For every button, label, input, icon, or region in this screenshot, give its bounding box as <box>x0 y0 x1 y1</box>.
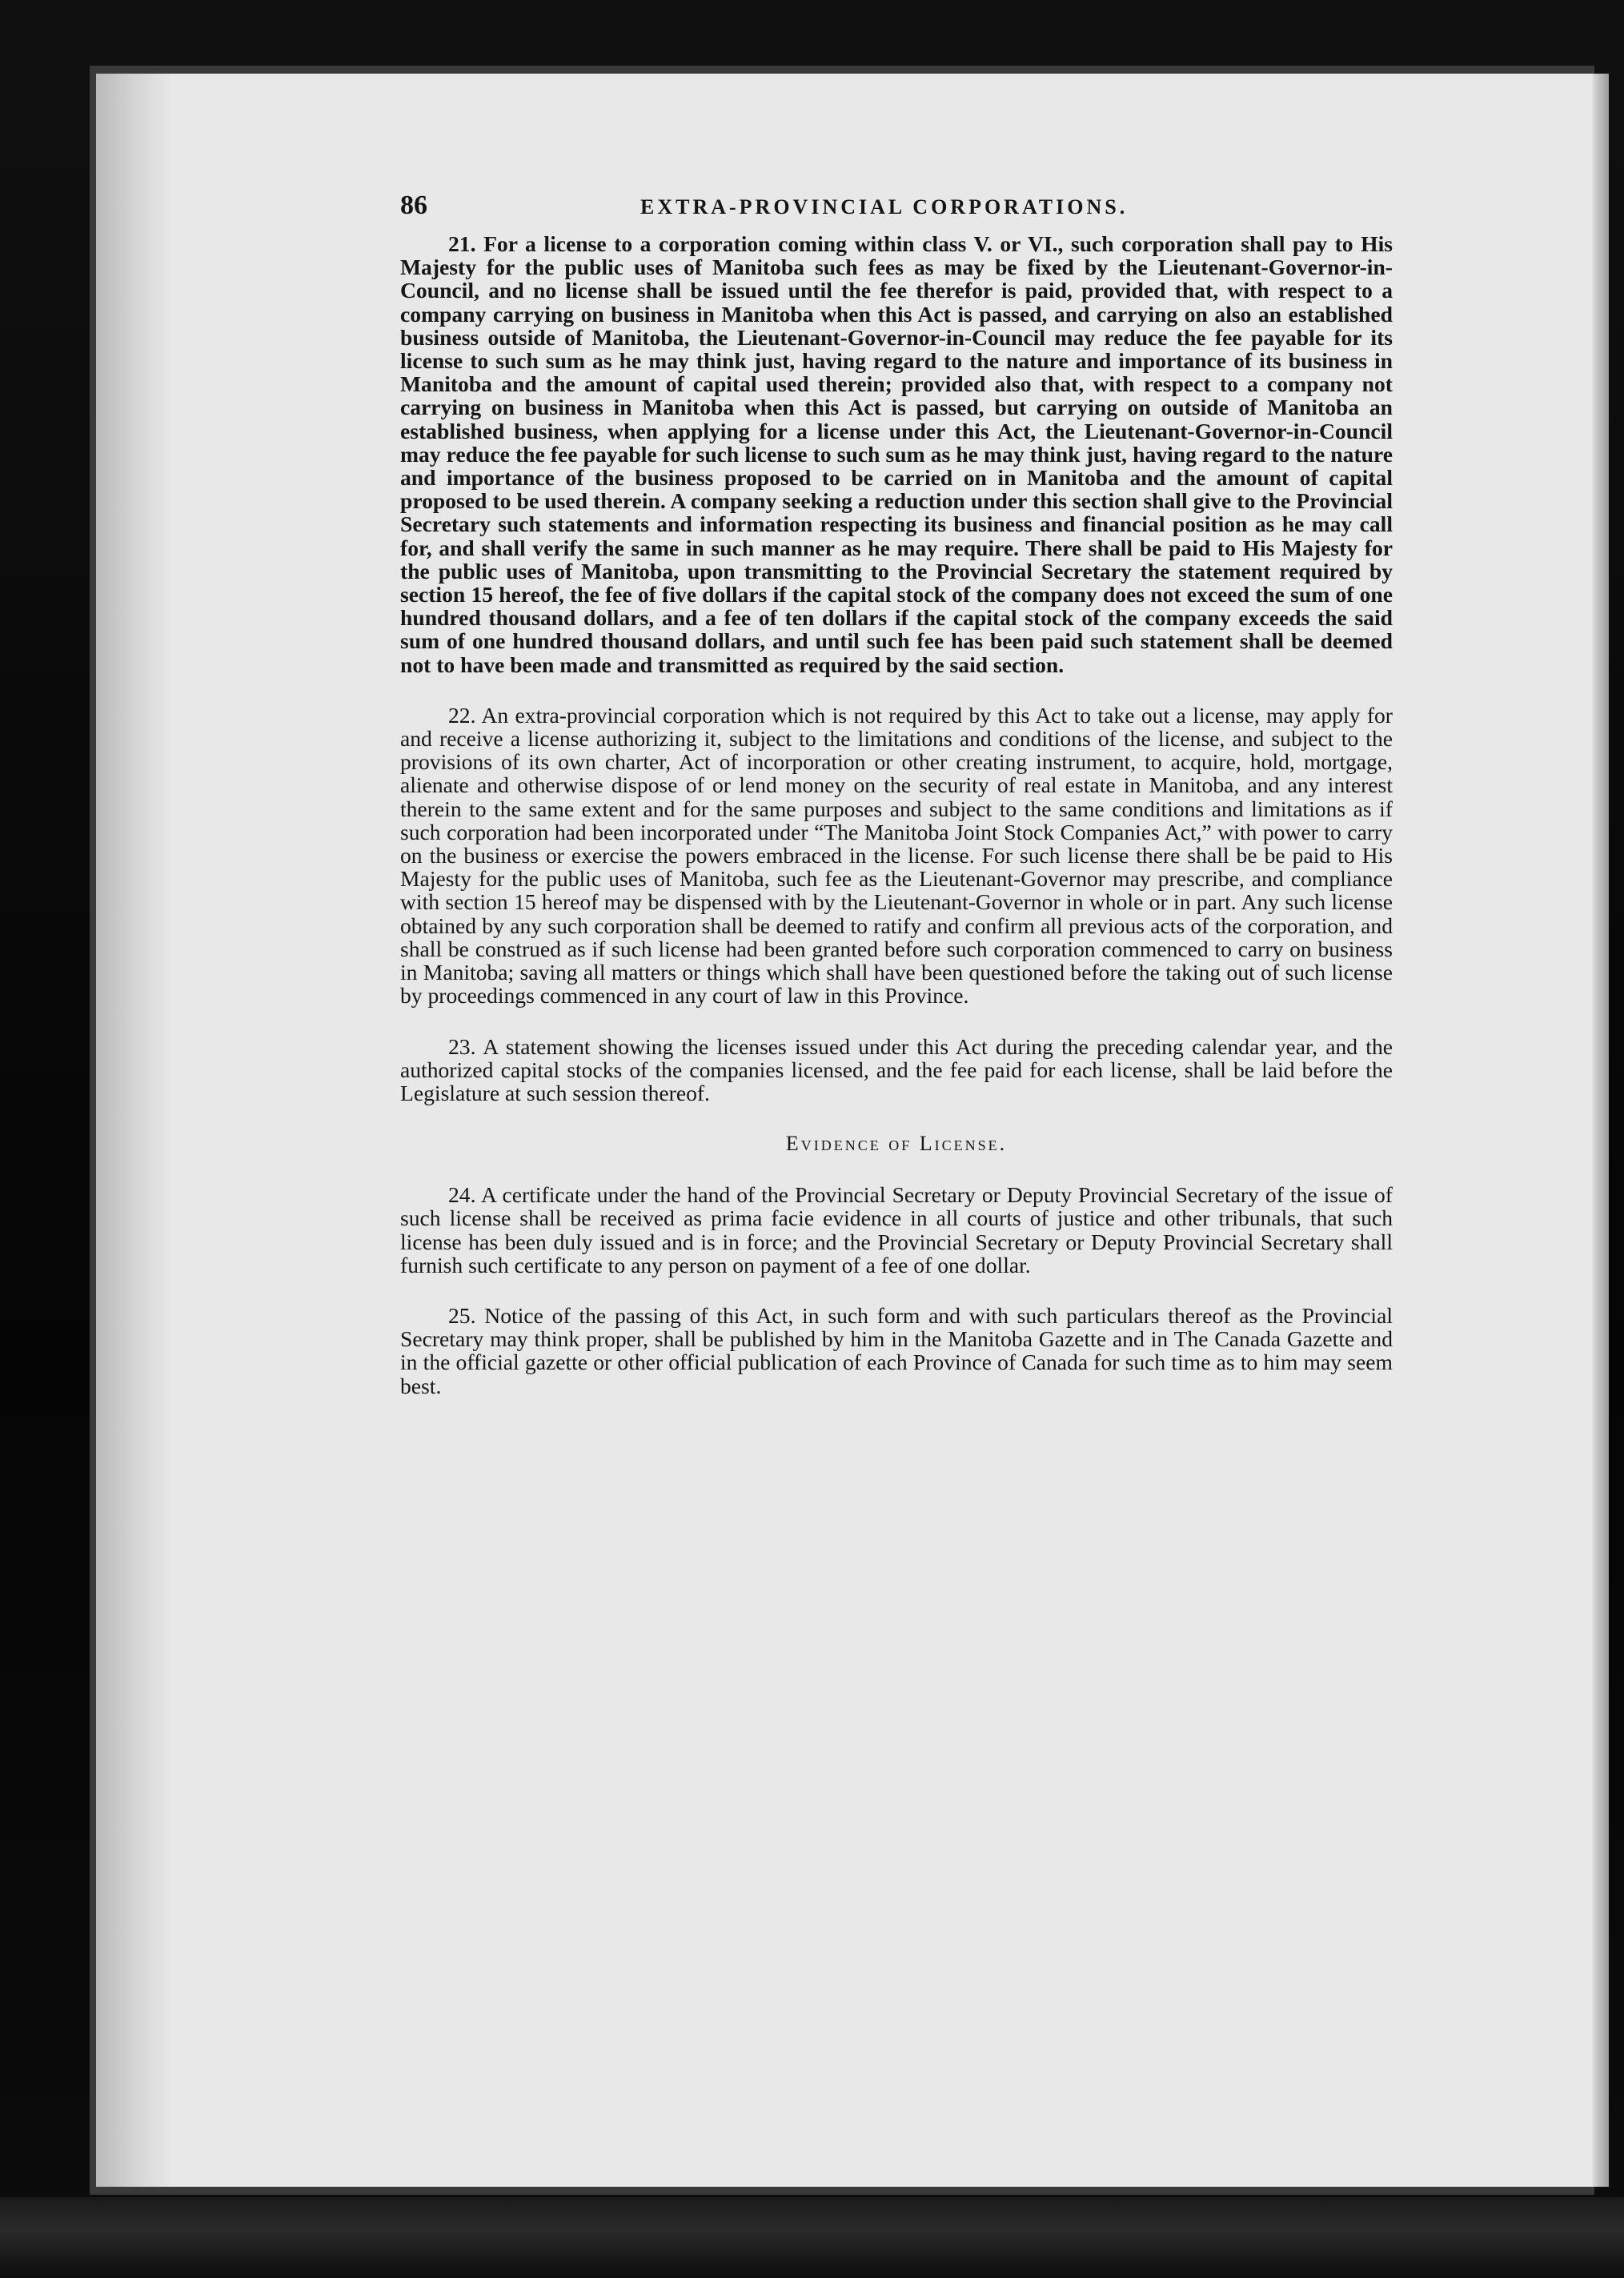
section-22: 22. An extra-provincial corporation which is not required by this Act to take out a license, may apply for and receive a license authorizing it, subject to the limitations and conditions of the license, and subject to the provisions of its own charter, Act of incorporation or other creating instrument, to acquire, hold, mortgage, alienate and otherwise dispose of or lend money on the security of real estate in Manitoba, and any interest therein to the same extent and for the same purposes and subject to the same conditions and limitations as if such corporation had been incorporated under “The Manitoba Joint Stock Companies Act,” with power to carry on the business or exercise the powers embraced in the license. For such license there shall be be paid to His Majesty for the public uses of Manitoba, such fee as the Lieutenant-Governor may prescribe, and compliance with section 15 hereof may be dispensed with by the Lieutenant-Governor in whole or in part. Any such license obtained by any such corporation shall be deemed to ratify and confirm all previous acts of the corporation, and shall be construed as if such license had been granted before such corporation commenced to carry on business in Manitoba; saving all matters or things which shall have been questioned before the taking out of such license by proceedings commenced in any court of law in this Province. <box>400 702 1393 1009</box>
section-25: 25. Notice of the passing of this Act, in such form and with such particulars thereof as the Provincial Secretary may think proper, shall be published by him in the Manitoba Gazette and in The Canada Gazette and in the official gazette or other official publication of each Province of Canada for such time as to him may seem best. <box>400 1302 1393 1398</box>
page-number: 86 <box>400 191 427 220</box>
section-21: 21. For a license to a corporation coming within class V. or VI., such corporation shall pay to His Majesty for the public uses of Manitoba such fees as may be fixed by the Lieutenant-Governor-in-Council, and no license shall be issued until the fee therefor is paid, provided that, with respect to a company carrying on business in Manitoba when this Act is passed, and carrying on also an established business outside of Manitoba, the Lieutenant-Governor-in-Council may reduce the fee payable for its license to such sum as he may think just, having regard to the nature and importance of its business in Manitoba and the amount of capital used therein; provided also that, with respect to a company not carrying on business in Manitoba when this Act is passed, but carrying on outside of Manitoba an established business, when applying for a license under this Act, the Lieutenant-Governor-in-Council may reduce the fee payable for such license to such sum as he may think just, having regard to the nature and importance of the business proposed to be carried on in Manitoba and the amount of capital proposed to be used therein. A company seeking a reduction under this section shall give to the Provincial Secretary such statements and information respecting its business and financial position as he may call for, and shall verify the same in such manner as he may require. There shall be paid to His Majesty for the public uses of Manitoba, upon transmitting to the Provincial Secretary the statement required by section 15 hereof, the fee of five dollars if the capital stock of the company does not exceed the sum of one hundred thousand dollars, and a fee of ten dollars if the capital stock of the company exceeds the said sum of one hundred thousand dollars, and until such fee has been paid such statement shall be deemed not to have been made and transmitted as required by the said section. <box>400 231 1393 677</box>
section-23: 23. A statement showing the licenses issued under this Act during the preceding calendar year, and the authorized capital stocks of the companies licensed, and the fee paid for each license, shall be laid before the Legislature at such session thereof. <box>400 1033 1393 1105</box>
running-head: EXTRA-PROVINCIAL CORPORATIONS. <box>640 195 1129 219</box>
section-24: 24. A certificate under the hand of the Provincial Secretary or Deputy Provincial Secretary of the issue of such license shall be received as prima facie evidence in all courts of justice and other tribunals, that such license has been duly issued and is in force; and the Provincial Secretary or Deputy Provincial Secretary shall furnish such certificate to any person on payment of a fee of one dollar. <box>400 1182 1393 1277</box>
page-gutter <box>96 74 172 2187</box>
page-header <box>400 184 1393 232</box>
scanner-bottom-edge <box>0 2197 1624 2278</box>
section-heading-evidence-of-license: Evidence of License. <box>785 1132 1008 1156</box>
next-page-edge <box>1593 74 1609 2187</box>
page-text-block <box>400 184 1393 1425</box>
